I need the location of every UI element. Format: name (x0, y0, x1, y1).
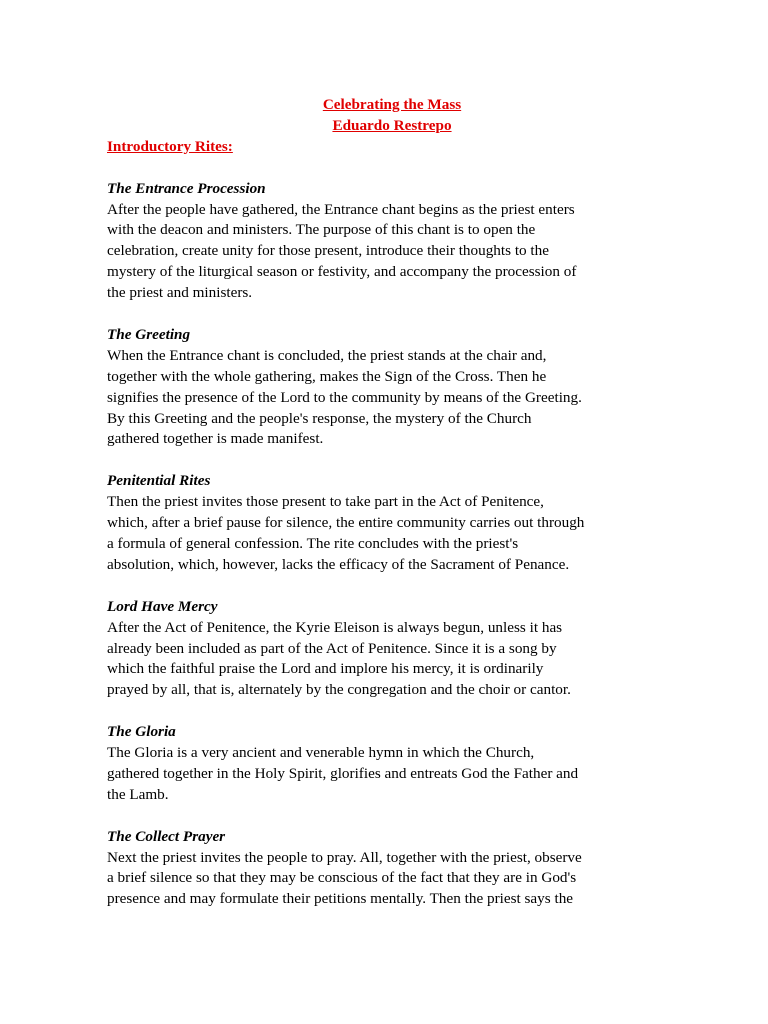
section-heading: Lord Have Mercy (107, 597, 218, 615)
section-paragraph: When the Entrance chant is concluded, the priest stands at the chair and, together with the whole gathering, makes the Sign of the Cross. Then he signifies the presence of the Lord to the community by means of the Greeting. By this Greeting and the people's response, the mystery of the Church gathered together is made manifest. (107, 346, 582, 448)
section-group-heading: Introductory Rites: (107, 137, 233, 155)
section-heading: The Collect Prayer (107, 827, 226, 845)
document-body (107, 95, 677, 910)
section-entrance-procession (107, 179, 677, 304)
document-title: Celebrating the Mass (322, 96, 462, 113)
section-gloria (107, 722, 677, 806)
section-collect-prayer (107, 827, 677, 911)
section-paragraph: Then the priest invites those present to take part in the Act of Penitence, which, after a brief pause for silence, the entire community carries out through a formula of general confession. The rite concludes with the priest's absolution, which, however, lacks the efficacy of the Sacrament of Penance. (107, 493, 585, 573)
section-paragraph: The Gloria is a very ancient and venerable hymn in which the Church, gathered together in the Holy Spirit, glorifies and entreats God the Father and the Lamb. (107, 744, 579, 803)
section-paragraph: Next the priest invites the people to pray. All, together with the priest, observe a brief silence so that they may be conscious of the fact that they are in God's presence and may formulate their petitions mentally. Then the priest says the (107, 848, 582, 908)
section-penitential-rites (107, 471, 677, 576)
section-heading: The Gloria (107, 723, 176, 741)
section-heading: The Greeting (107, 325, 191, 343)
section-heading: Penitential Rites (107, 472, 211, 490)
section-lord-have-mercy (107, 597, 677, 702)
document-author: Eduardo Restrepo (332, 116, 452, 134)
section-greeting (107, 325, 677, 450)
section-paragraph: After the people have gathered, the Entrance chant begins as the priest enters with the deacon and ministers. The purpose of this chant is to open the celebration, create unity for those present, introduce their thoughts to the mystery of the liturgical season or festivity, and accompany the procession of the priest and ministers. (107, 200, 577, 302)
section-heading: The Entrance Procession (107, 179, 266, 197)
section-paragraph: After the Act of Penitence, the Kyrie Eleison is always begun, unless it has already been included as part of the Act of Penitence. Since it is a song by which the faithful praise the Lord and implore his mercy, it is ordinarily prayed by all, that is, alternately by the congregation and the choir or cantor. (107, 618, 571, 699)
